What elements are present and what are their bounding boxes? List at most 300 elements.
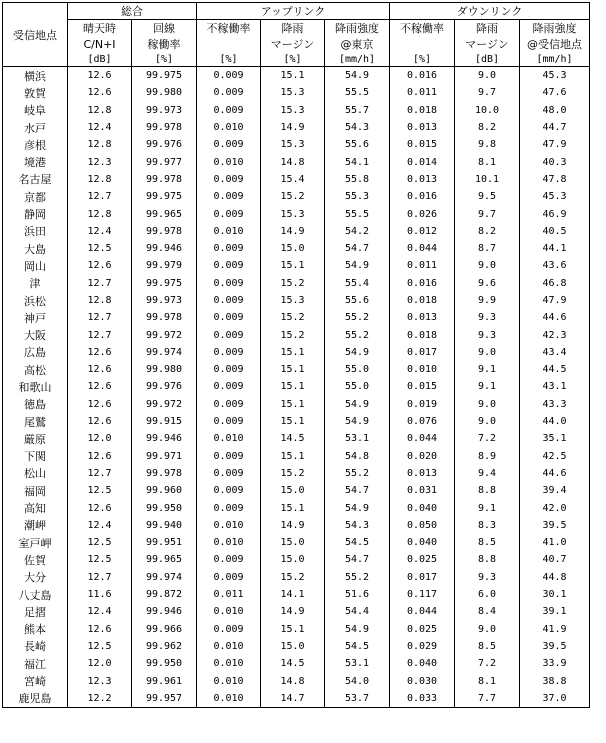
value-cell: 0.050 [390, 517, 455, 534]
value-cell: 39.5 [520, 638, 590, 655]
column-header-line2 [390, 36, 455, 52]
value-cell: 9.0 [455, 344, 520, 361]
location-cell: 足摺 [3, 603, 68, 620]
value-cell: 44.7 [520, 119, 590, 136]
value-cell: 0.025 [390, 621, 455, 638]
value-cell: 0.009 [197, 378, 261, 395]
table-row [3, 84, 590, 101]
value-cell: 0.020 [390, 448, 455, 465]
value-cell: 15.1 [261, 67, 325, 85]
value-cell: 99.974 [132, 569, 197, 586]
value-cell: 0.009 [197, 309, 261, 326]
value-cell: 14.9 [261, 603, 325, 620]
column-header-line1: 不稼働率 [197, 20, 261, 37]
table-row [3, 517, 590, 534]
value-cell: 14.1 [261, 586, 325, 603]
value-cell: 12.6 [68, 257, 132, 274]
value-cell: 9.3 [455, 309, 520, 326]
location-cell: 下関 [3, 448, 68, 465]
table-row [3, 309, 590, 326]
value-cell: 12.8 [68, 171, 132, 188]
value-cell: 55.2 [325, 465, 390, 482]
value-cell: 99.950 [132, 655, 197, 672]
value-cell: 14.9 [261, 517, 325, 534]
value-cell: 0.009 [197, 551, 261, 568]
value-cell: 0.016 [390, 67, 455, 85]
value-cell: 0.010 [197, 672, 261, 689]
value-cell: 0.031 [390, 482, 455, 499]
location-cell: 宮崎 [3, 672, 68, 689]
value-cell: 12.6 [68, 378, 132, 395]
value-cell: 15.1 [261, 499, 325, 516]
table-row [3, 534, 590, 551]
value-cell: 44.6 [520, 465, 590, 482]
value-cell: 12.7 [68, 465, 132, 482]
value-cell: 12.3 [68, 153, 132, 170]
value-cell: 99.975 [132, 188, 197, 205]
value-cell: 8.9 [455, 448, 520, 465]
value-cell: 0.009 [197, 205, 261, 222]
column-unit: [%] [132, 52, 197, 67]
value-cell: 12.0 [68, 430, 132, 447]
column-header-line1: 降雨強度 [325, 20, 390, 37]
table-row [3, 292, 590, 309]
value-cell: 0.010 [197, 655, 261, 672]
value-cell: 0.010 [197, 603, 261, 620]
table-row [3, 413, 590, 430]
value-cell: 99.980 [132, 84, 197, 101]
value-cell: 0.117 [390, 586, 455, 603]
table-row [3, 603, 590, 620]
value-cell: 15.2 [261, 275, 325, 292]
value-cell: 0.009 [197, 240, 261, 257]
value-cell: 55.0 [325, 378, 390, 395]
table-row [3, 205, 590, 222]
value-cell: 9.6 [455, 275, 520, 292]
value-cell: 46.8 [520, 275, 590, 292]
value-cell: 55.2 [325, 569, 390, 586]
value-cell: 12.6 [68, 448, 132, 465]
value-cell: 15.3 [261, 136, 325, 153]
value-cell: 54.0 [325, 672, 390, 689]
value-cell: 8.1 [455, 153, 520, 170]
value-cell: 12.7 [68, 309, 132, 326]
value-cell: 0.010 [197, 534, 261, 551]
location-cell: 横浜 [3, 67, 68, 85]
value-cell: 43.1 [520, 378, 590, 395]
value-cell: 44.1 [520, 240, 590, 257]
value-cell: 55.6 [325, 136, 390, 153]
value-cell: 41.9 [520, 621, 590, 638]
value-cell: 0.009 [197, 465, 261, 482]
table-body [3, 67, 590, 708]
value-cell: 9.4 [455, 465, 520, 482]
value-cell: 0.009 [197, 84, 261, 101]
value-cell: 55.2 [325, 326, 390, 343]
value-cell: 0.016 [390, 188, 455, 205]
column-header-line1: 不稼働率 [390, 20, 455, 37]
value-cell: 0.010 [197, 119, 261, 136]
location-cell: 熊本 [3, 621, 68, 638]
table-row [3, 551, 590, 568]
location-cell: 福江 [3, 655, 68, 672]
location-cell: 大阪 [3, 326, 68, 343]
location-cell: 京都 [3, 188, 68, 205]
value-cell: 39.4 [520, 482, 590, 499]
value-cell: 15.1 [261, 413, 325, 430]
table-row [3, 430, 590, 447]
value-cell: 12.4 [68, 603, 132, 620]
value-cell: 12.4 [68, 119, 132, 136]
value-cell: 15.3 [261, 292, 325, 309]
value-cell: 47.8 [520, 171, 590, 188]
value-cell: 9.8 [455, 136, 520, 153]
value-cell: 9.0 [455, 257, 520, 274]
value-cell: 43.4 [520, 344, 590, 361]
value-cell: 47.9 [520, 136, 590, 153]
location-cell: 大島 [3, 240, 68, 257]
value-cell: 15.0 [261, 638, 325, 655]
table-row [3, 499, 590, 516]
value-cell: 11.6 [68, 586, 132, 603]
table-row [3, 586, 590, 603]
table-row [3, 655, 590, 672]
location-cell: 高知 [3, 499, 68, 516]
value-cell: 54.9 [325, 499, 390, 516]
value-cell: 0.018 [390, 292, 455, 309]
value-cell: 99.951 [132, 534, 197, 551]
table-row [3, 569, 590, 586]
value-cell: 15.1 [261, 621, 325, 638]
value-cell: 12.6 [68, 499, 132, 516]
table-row [3, 638, 590, 655]
value-cell: 0.019 [390, 396, 455, 413]
value-cell: 0.009 [197, 188, 261, 205]
value-cell: 42.0 [520, 499, 590, 516]
value-cell: 14.8 [261, 672, 325, 689]
value-cell: 12.6 [68, 361, 132, 378]
location-cell: 松山 [3, 465, 68, 482]
value-cell: 12.2 [68, 690, 132, 708]
value-cell: 54.9 [325, 344, 390, 361]
value-cell: 12.6 [68, 621, 132, 638]
value-cell: 55.5 [325, 205, 390, 222]
value-cell: 8.7 [455, 240, 520, 257]
location-cell: 大分 [3, 569, 68, 586]
value-cell: 99.980 [132, 361, 197, 378]
value-cell: 9.1 [455, 361, 520, 378]
table-row [3, 621, 590, 638]
value-cell: 0.018 [390, 326, 455, 343]
value-cell: 12.8 [68, 292, 132, 309]
value-cell: 0.076 [390, 413, 455, 430]
table-row [3, 275, 590, 292]
value-cell: 0.009 [197, 344, 261, 361]
value-cell: 14.8 [261, 153, 325, 170]
location-cell: 尾鷲 [3, 413, 68, 430]
value-cell: 0.011 [197, 586, 261, 603]
value-cell: 15.3 [261, 84, 325, 101]
value-cell: 9.3 [455, 326, 520, 343]
value-cell: 0.009 [197, 326, 261, 343]
location-cell: 水戸 [3, 119, 68, 136]
value-cell: 99.965 [132, 205, 197, 222]
column-unit: [mm/h] [325, 52, 390, 67]
value-cell: 37.0 [520, 690, 590, 708]
column-unit: [%] [390, 52, 455, 67]
value-cell: 99.971 [132, 448, 197, 465]
location-cell: 佐賀 [3, 551, 68, 568]
location-cell: 浜田 [3, 223, 68, 240]
value-cell: 99.957 [132, 690, 197, 708]
value-cell: 7.2 [455, 655, 520, 672]
value-cell: 99.978 [132, 465, 197, 482]
value-cell: 0.009 [197, 102, 261, 119]
value-cell: 15.3 [261, 102, 325, 119]
value-cell: 15.1 [261, 361, 325, 378]
column-unit: [mm/h] [520, 52, 590, 67]
value-cell: 54.9 [325, 67, 390, 85]
value-cell: 0.026 [390, 205, 455, 222]
value-cell: 9.1 [455, 499, 520, 516]
value-cell: 0.009 [197, 482, 261, 499]
value-cell: 35.1 [520, 430, 590, 447]
value-cell: 54.2 [325, 223, 390, 240]
value-cell: 99.961 [132, 672, 197, 689]
value-cell: 54.7 [325, 240, 390, 257]
value-cell: 53.1 [325, 430, 390, 447]
value-cell: 33.9 [520, 655, 590, 672]
value-cell: 0.009 [197, 396, 261, 413]
value-cell: 47.9 [520, 292, 590, 309]
value-cell: 99.973 [132, 292, 197, 309]
value-cell: 40.7 [520, 551, 590, 568]
value-cell: 8.5 [455, 534, 520, 551]
value-cell: 0.012 [390, 223, 455, 240]
location-cell: 境港 [3, 153, 68, 170]
value-cell: 54.7 [325, 482, 390, 499]
value-cell: 12.6 [68, 67, 132, 85]
value-cell: 45.3 [520, 188, 590, 205]
value-cell: 0.017 [390, 344, 455, 361]
value-cell: 99.962 [132, 638, 197, 655]
location-cell: 津 [3, 275, 68, 292]
location-cell: 広島 [3, 344, 68, 361]
location-cell: 神戸 [3, 309, 68, 326]
location-cell: 長崎 [3, 638, 68, 655]
column-header-line2: マージン [261, 36, 325, 52]
value-cell: 0.040 [390, 534, 455, 551]
value-cell: 0.009 [197, 67, 261, 85]
location-cell: 静岡 [3, 205, 68, 222]
table-row [3, 240, 590, 257]
value-cell: 30.1 [520, 586, 590, 603]
location-cell: 岡山 [3, 257, 68, 274]
value-cell: 0.010 [197, 153, 261, 170]
value-cell: 0.013 [390, 465, 455, 482]
column-unit: [dB] [455, 52, 520, 67]
value-cell: 12.5 [68, 240, 132, 257]
column-header-line2: @東京 [325, 36, 390, 52]
value-cell: 12.8 [68, 205, 132, 222]
value-cell: 0.044 [390, 430, 455, 447]
value-cell: 55.4 [325, 275, 390, 292]
value-cell: 0.009 [197, 171, 261, 188]
value-cell: 39.1 [520, 603, 590, 620]
table-row [3, 672, 590, 689]
value-cell: 12.5 [68, 534, 132, 551]
value-cell: 99.960 [132, 482, 197, 499]
value-cell: 0.030 [390, 672, 455, 689]
table-row [3, 344, 590, 361]
group-downlink-header: ダウンリンク [390, 3, 590, 20]
value-cell: 12.6 [68, 84, 132, 101]
value-cell: 10.1 [455, 171, 520, 188]
value-cell: 45.3 [520, 67, 590, 85]
value-cell: 54.5 [325, 638, 390, 655]
value-cell: 46.9 [520, 205, 590, 222]
location-cell: 敦賀 [3, 84, 68, 101]
value-cell: 55.8 [325, 171, 390, 188]
value-cell: 8.2 [455, 119, 520, 136]
value-cell: 12.8 [68, 136, 132, 153]
value-cell: 7.7 [455, 690, 520, 708]
value-cell: 0.010 [197, 430, 261, 447]
value-cell: 15.2 [261, 465, 325, 482]
value-cell: 55.3 [325, 188, 390, 205]
value-cell: 99.978 [132, 171, 197, 188]
table-row [3, 223, 590, 240]
value-cell: 39.5 [520, 517, 590, 534]
value-cell: 99.978 [132, 309, 197, 326]
value-cell: 0.015 [390, 378, 455, 395]
location-header: 受信地点 [3, 3, 68, 67]
value-cell: 54.9 [325, 621, 390, 638]
value-cell: 12.4 [68, 223, 132, 240]
value-cell: 99.940 [132, 517, 197, 534]
value-cell: 12.3 [68, 672, 132, 689]
table-row [3, 153, 590, 170]
value-cell: 0.009 [197, 448, 261, 465]
value-cell: 99.872 [132, 586, 197, 603]
value-cell: 8.8 [455, 482, 520, 499]
value-cell: 9.0 [455, 413, 520, 430]
value-cell: 0.025 [390, 551, 455, 568]
location-cell: 室戸岬 [3, 534, 68, 551]
value-cell: 44.6 [520, 309, 590, 326]
value-cell: 54.1 [325, 153, 390, 170]
value-cell: 10.0 [455, 102, 520, 119]
column-header-line1: 降雨 [455, 20, 520, 37]
value-cell: 12.7 [68, 188, 132, 205]
column-unit: [%] [261, 52, 325, 67]
value-cell: 0.009 [197, 136, 261, 153]
value-cell: 0.033 [390, 690, 455, 708]
value-cell: 0.011 [390, 257, 455, 274]
value-cell: 14.9 [261, 119, 325, 136]
value-cell: 54.8 [325, 448, 390, 465]
value-cell: 12.5 [68, 482, 132, 499]
value-cell: 15.0 [261, 482, 325, 499]
value-cell: 44.0 [520, 413, 590, 430]
value-cell: 0.009 [197, 292, 261, 309]
value-cell: 14.5 [261, 430, 325, 447]
table-row [3, 257, 590, 274]
location-cell: 高松 [3, 361, 68, 378]
value-cell: 54.9 [325, 413, 390, 430]
value-cell: 99.976 [132, 136, 197, 153]
location-cell: 和歌山 [3, 378, 68, 395]
location-cell: 福岡 [3, 482, 68, 499]
value-cell: 8.1 [455, 672, 520, 689]
value-cell: 0.013 [390, 309, 455, 326]
value-cell: 54.3 [325, 517, 390, 534]
value-cell: 99.974 [132, 344, 197, 361]
value-cell: 12.7 [68, 275, 132, 292]
value-cell: 0.013 [390, 119, 455, 136]
value-cell: 14.7 [261, 690, 325, 708]
value-cell: 8.2 [455, 223, 520, 240]
column-header-line2: @受信地点 [520, 36, 590, 52]
value-cell: 15.0 [261, 240, 325, 257]
table-row [3, 67, 590, 85]
table-row [3, 326, 590, 343]
value-cell: 99.966 [132, 621, 197, 638]
value-cell: 0.018 [390, 102, 455, 119]
value-cell: 44.5 [520, 361, 590, 378]
value-cell: 12.6 [68, 396, 132, 413]
value-cell: 12.4 [68, 517, 132, 534]
value-cell: 0.015 [390, 136, 455, 153]
column-unit: [dB] [68, 52, 132, 67]
value-cell: 12.0 [68, 655, 132, 672]
value-cell: 12.7 [68, 326, 132, 343]
value-cell: 9.3 [455, 569, 520, 586]
value-cell: 14.9 [261, 223, 325, 240]
value-cell: 0.009 [197, 569, 261, 586]
value-cell: 15.1 [261, 257, 325, 274]
value-cell: 0.010 [197, 517, 261, 534]
value-cell: 8.4 [455, 603, 520, 620]
column-header-line1: 回線 [132, 20, 197, 37]
value-cell: 9.0 [455, 621, 520, 638]
value-cell: 54.9 [325, 257, 390, 274]
value-cell: 51.6 [325, 586, 390, 603]
link-budget-table [2, 2, 590, 708]
value-cell: 99.915 [132, 413, 197, 430]
location-cell: 彦根 [3, 136, 68, 153]
value-cell: 0.010 [197, 690, 261, 708]
value-cell: 0.029 [390, 638, 455, 655]
value-cell: 14.5 [261, 655, 325, 672]
value-cell: 15.4 [261, 171, 325, 188]
value-cell: 9.0 [455, 396, 520, 413]
value-cell: 99.979 [132, 257, 197, 274]
value-cell: 12.8 [68, 102, 132, 119]
value-cell: 7.2 [455, 430, 520, 447]
table-row [3, 378, 590, 395]
value-cell: 99.950 [132, 499, 197, 516]
value-cell: 12.7 [68, 569, 132, 586]
value-cell: 0.009 [197, 621, 261, 638]
value-cell: 99.978 [132, 223, 197, 240]
table-row [3, 171, 590, 188]
column-header-line2 [197, 36, 261, 52]
value-cell: 43.6 [520, 257, 590, 274]
value-cell: 0.009 [197, 499, 261, 516]
value-cell: 9.7 [455, 84, 520, 101]
value-cell: 8.8 [455, 551, 520, 568]
